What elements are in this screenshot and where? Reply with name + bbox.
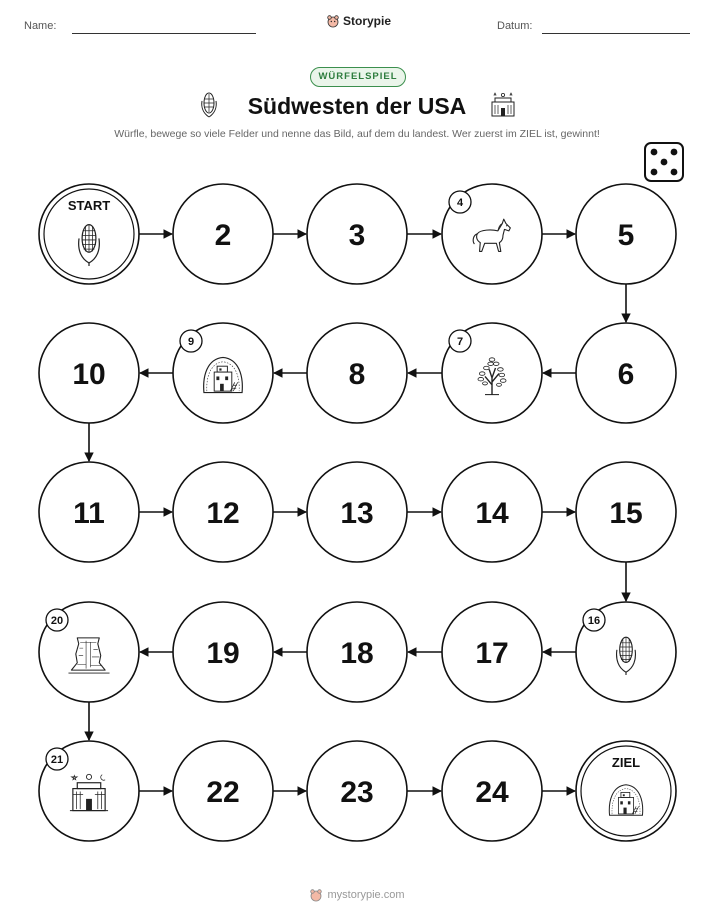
die-pip bbox=[671, 169, 678, 176]
die-pip bbox=[671, 149, 678, 156]
board-tile-24[interactable] bbox=[442, 741, 542, 841]
board-tile-14[interactable] bbox=[442, 462, 542, 562]
name-label: Name: bbox=[24, 20, 57, 32]
svg-text:20: 20 bbox=[50, 615, 64, 627]
tile-number: 18 bbox=[340, 637, 374, 670]
tile-corner-number bbox=[583, 609, 605, 631]
tile-number: 6 bbox=[617, 358, 635, 391]
board-tile-2[interactable] bbox=[173, 184, 273, 284]
board-tile-13[interactable] bbox=[307, 462, 407, 562]
tile-number: 8 bbox=[348, 358, 366, 391]
die-pip bbox=[661, 159, 668, 166]
start-tile[interactable] bbox=[39, 184, 139, 284]
board-tile-11[interactable] bbox=[39, 462, 139, 562]
footer bbox=[0, 888, 714, 902]
tile-number: 17 bbox=[475, 637, 509, 670]
finish-tile[interactable] bbox=[576, 741, 676, 841]
instructions-text: Würfle, bewege so viele Felder und nenne das Bild, auf dem du landest. Wer zuerst im ZIEL ist, gewinnt! bbox=[114, 128, 600, 140]
tile-number: 11 bbox=[73, 497, 105, 530]
tile-number: 5 bbox=[617, 219, 635, 252]
brand-name: Storypie bbox=[343, 14, 392, 28]
board-tile-10[interactable] bbox=[39, 323, 139, 423]
board-tile-22[interactable] bbox=[173, 741, 273, 841]
svg-text:16: 16 bbox=[587, 615, 601, 627]
storypie-mascot-icon bbox=[309, 888, 323, 902]
board-tile-18[interactable] bbox=[307, 602, 407, 702]
tile-corner-number bbox=[46, 609, 68, 631]
page-title: Südwesten der USA bbox=[247, 93, 467, 119]
board-tile-19[interactable] bbox=[173, 602, 273, 702]
board-tile-23[interactable] bbox=[307, 741, 407, 841]
tile-number: 13 bbox=[340, 497, 374, 530]
board-tile-17[interactable] bbox=[442, 602, 542, 702]
die-icon bbox=[645, 143, 683, 181]
board-tile-8[interactable] bbox=[307, 323, 407, 423]
board-tile-4[interactable] bbox=[442, 184, 542, 284]
tile-number: 12 bbox=[206, 497, 240, 530]
tile-corner-number bbox=[449, 330, 471, 352]
svg-text:4: 4 bbox=[456, 197, 464, 209]
tile-number: 14 bbox=[475, 497, 509, 530]
tile-number: 23 bbox=[340, 776, 374, 809]
board-tile-3[interactable] bbox=[307, 184, 407, 284]
board-tile-7[interactable] bbox=[442, 323, 542, 423]
tile-number: 15 bbox=[609, 497, 643, 530]
die-pip bbox=[651, 149, 658, 156]
tile-label: ZIEL bbox=[611, 755, 641, 770]
tile-number: 24 bbox=[475, 776, 509, 809]
board-tile-5[interactable] bbox=[576, 184, 676, 284]
board-tile-9[interactable] bbox=[173, 323, 273, 423]
tile-corner-number bbox=[180, 330, 202, 352]
svg-text:21: 21 bbox=[50, 754, 64, 766]
tile-number: 3 bbox=[348, 219, 366, 252]
tile-number: 10 bbox=[72, 358, 106, 391]
board-tile-6[interactable] bbox=[576, 323, 676, 423]
tile-number: 19 bbox=[206, 637, 240, 670]
svg-text:7: 7 bbox=[456, 336, 464, 348]
board-tile-12[interactable] bbox=[173, 462, 273, 562]
tile-corner-number bbox=[46, 748, 68, 770]
svg-text:9: 9 bbox=[187, 336, 195, 348]
game-type-badge: WÜRFELSPIEL bbox=[310, 67, 406, 87]
board-tile-20[interactable] bbox=[39, 602, 139, 702]
tile-number: 22 bbox=[206, 776, 240, 809]
die-pip bbox=[651, 169, 658, 176]
board-tile-21[interactable] bbox=[39, 741, 139, 841]
footer-url[interactable]: mystorypie.com bbox=[327, 889, 405, 901]
tile-corner-number bbox=[449, 191, 471, 213]
board-tile-16[interactable] bbox=[576, 602, 676, 702]
tile-number: 2 bbox=[214, 219, 232, 252]
date-label: Datum: bbox=[497, 20, 533, 32]
board-tile-15[interactable] bbox=[576, 462, 676, 562]
tile-label: START bbox=[67, 198, 111, 213]
